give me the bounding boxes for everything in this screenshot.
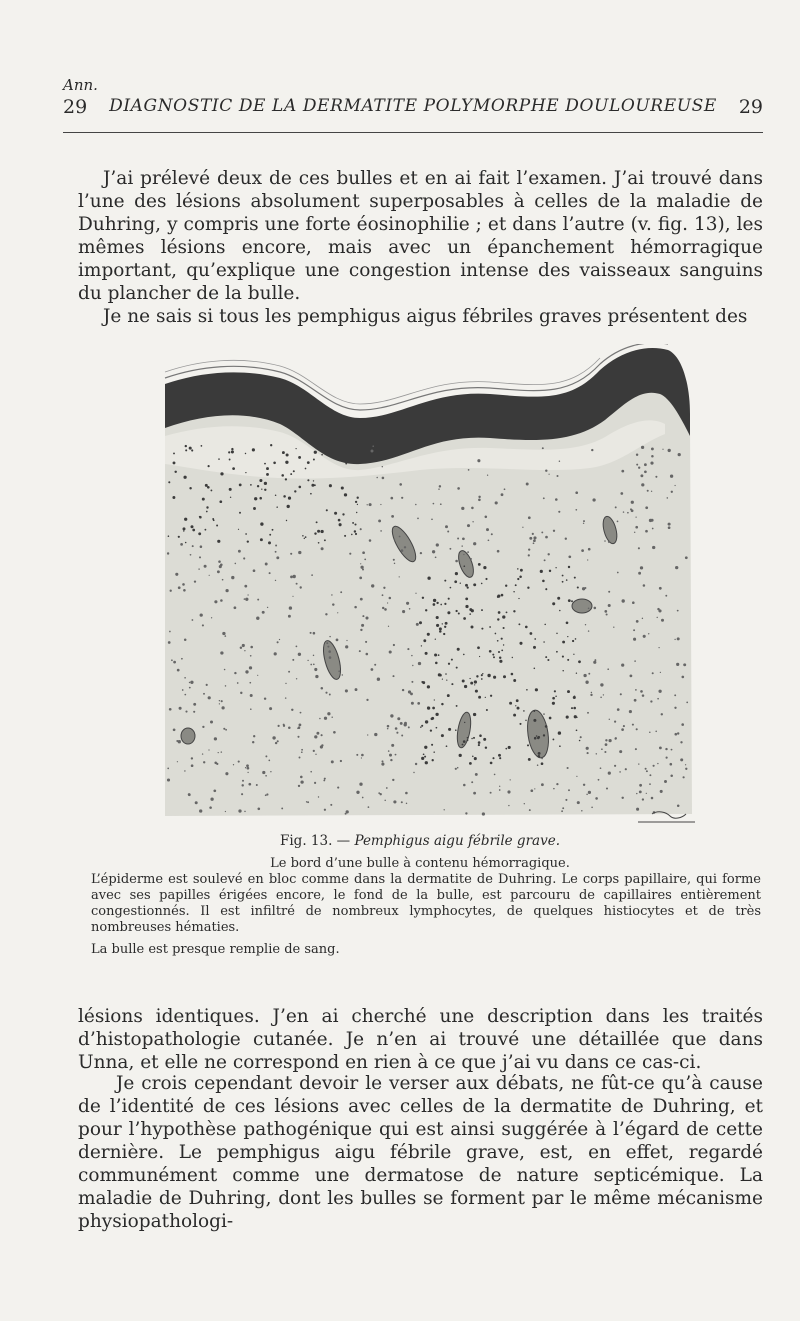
paragraph-2: Je ne sais si tous les pemphigus aigus fébriles graves présentent des [103,305,748,327]
figure-caption-title [120,833,720,849]
annotation-ann: Ann. [63,76,98,94]
paragraph-4: Je crois cependant devoir le verser aux débats, ne fût-ce qu’à cause de l’identité de ces lésions avec celles de la dermatite de Duhring, et pour l’hypothèse pathogénique qui est ainsi suggérée à l’égard de cette dernière. Le pemphigus aigu fébrile grave, est, en effet, regardé communément comme une dermatose de nature septicémique. La maladie de Duhring, dont les bulles se forment par le même mécanisme physiopathologi- [78,1072,763,1232]
page-number-left: 29 [63,96,88,118]
figure-note: La bulle est presque remplie de sang. [91,942,340,957]
figure-title: Pemphigus aigu fébrile grave. [354,833,560,849]
page-number-right: 29 [738,96,763,118]
histology-figure [160,344,700,828]
figure-label: Fig. 13. — [280,833,351,849]
figure-description: L’épiderme est soulevé en bloc comme dans la dermatite de Duhring. Le corps papillaire, qui forme avec ses papilles érigées encore, le fond de la bulle, est parcouru de capillaires entièrement congestionnés. Il est infiltré de nombreux lymphocytes, de quelques histiocytes et de très nombreuses hématies. [91,872,761,935]
histology-illustration [160,344,700,828]
figure-subtitle: Le bord d’une bulle à contenu hémorragique. [270,856,570,871]
paragraph-3: lésions identiques. J’en ai cherché une description dans les traités d’histopathologie cutanée. Je n’en ai trouvé une détaillée que dans Unna, et elle ne correspond en rien à ce que j’ai vu dans ce cas-ci. [78,1005,763,1073]
paragraph-1: J’ai prélevé deux de ces bulles et en ai fait l’examen. J’ai trouvé dans l’une des lésions absolument superposables à celles de la maladie de Duhring, y compris une forte éosinophilie ; et dans l’autre (v. fig. 13), les mêmes lésions encore, mais avec un épanchement hémorragique important, qu’explique une congestion intense des vaisseaux sanguins du plancher de la bulle. [78,167,763,304]
header-rule [63,132,763,133]
running-title: DIAGNOSTIC DE LA DERMATITE POLYMORPHE DOULOUREUSE [109,96,717,116]
running-header [63,96,763,130]
